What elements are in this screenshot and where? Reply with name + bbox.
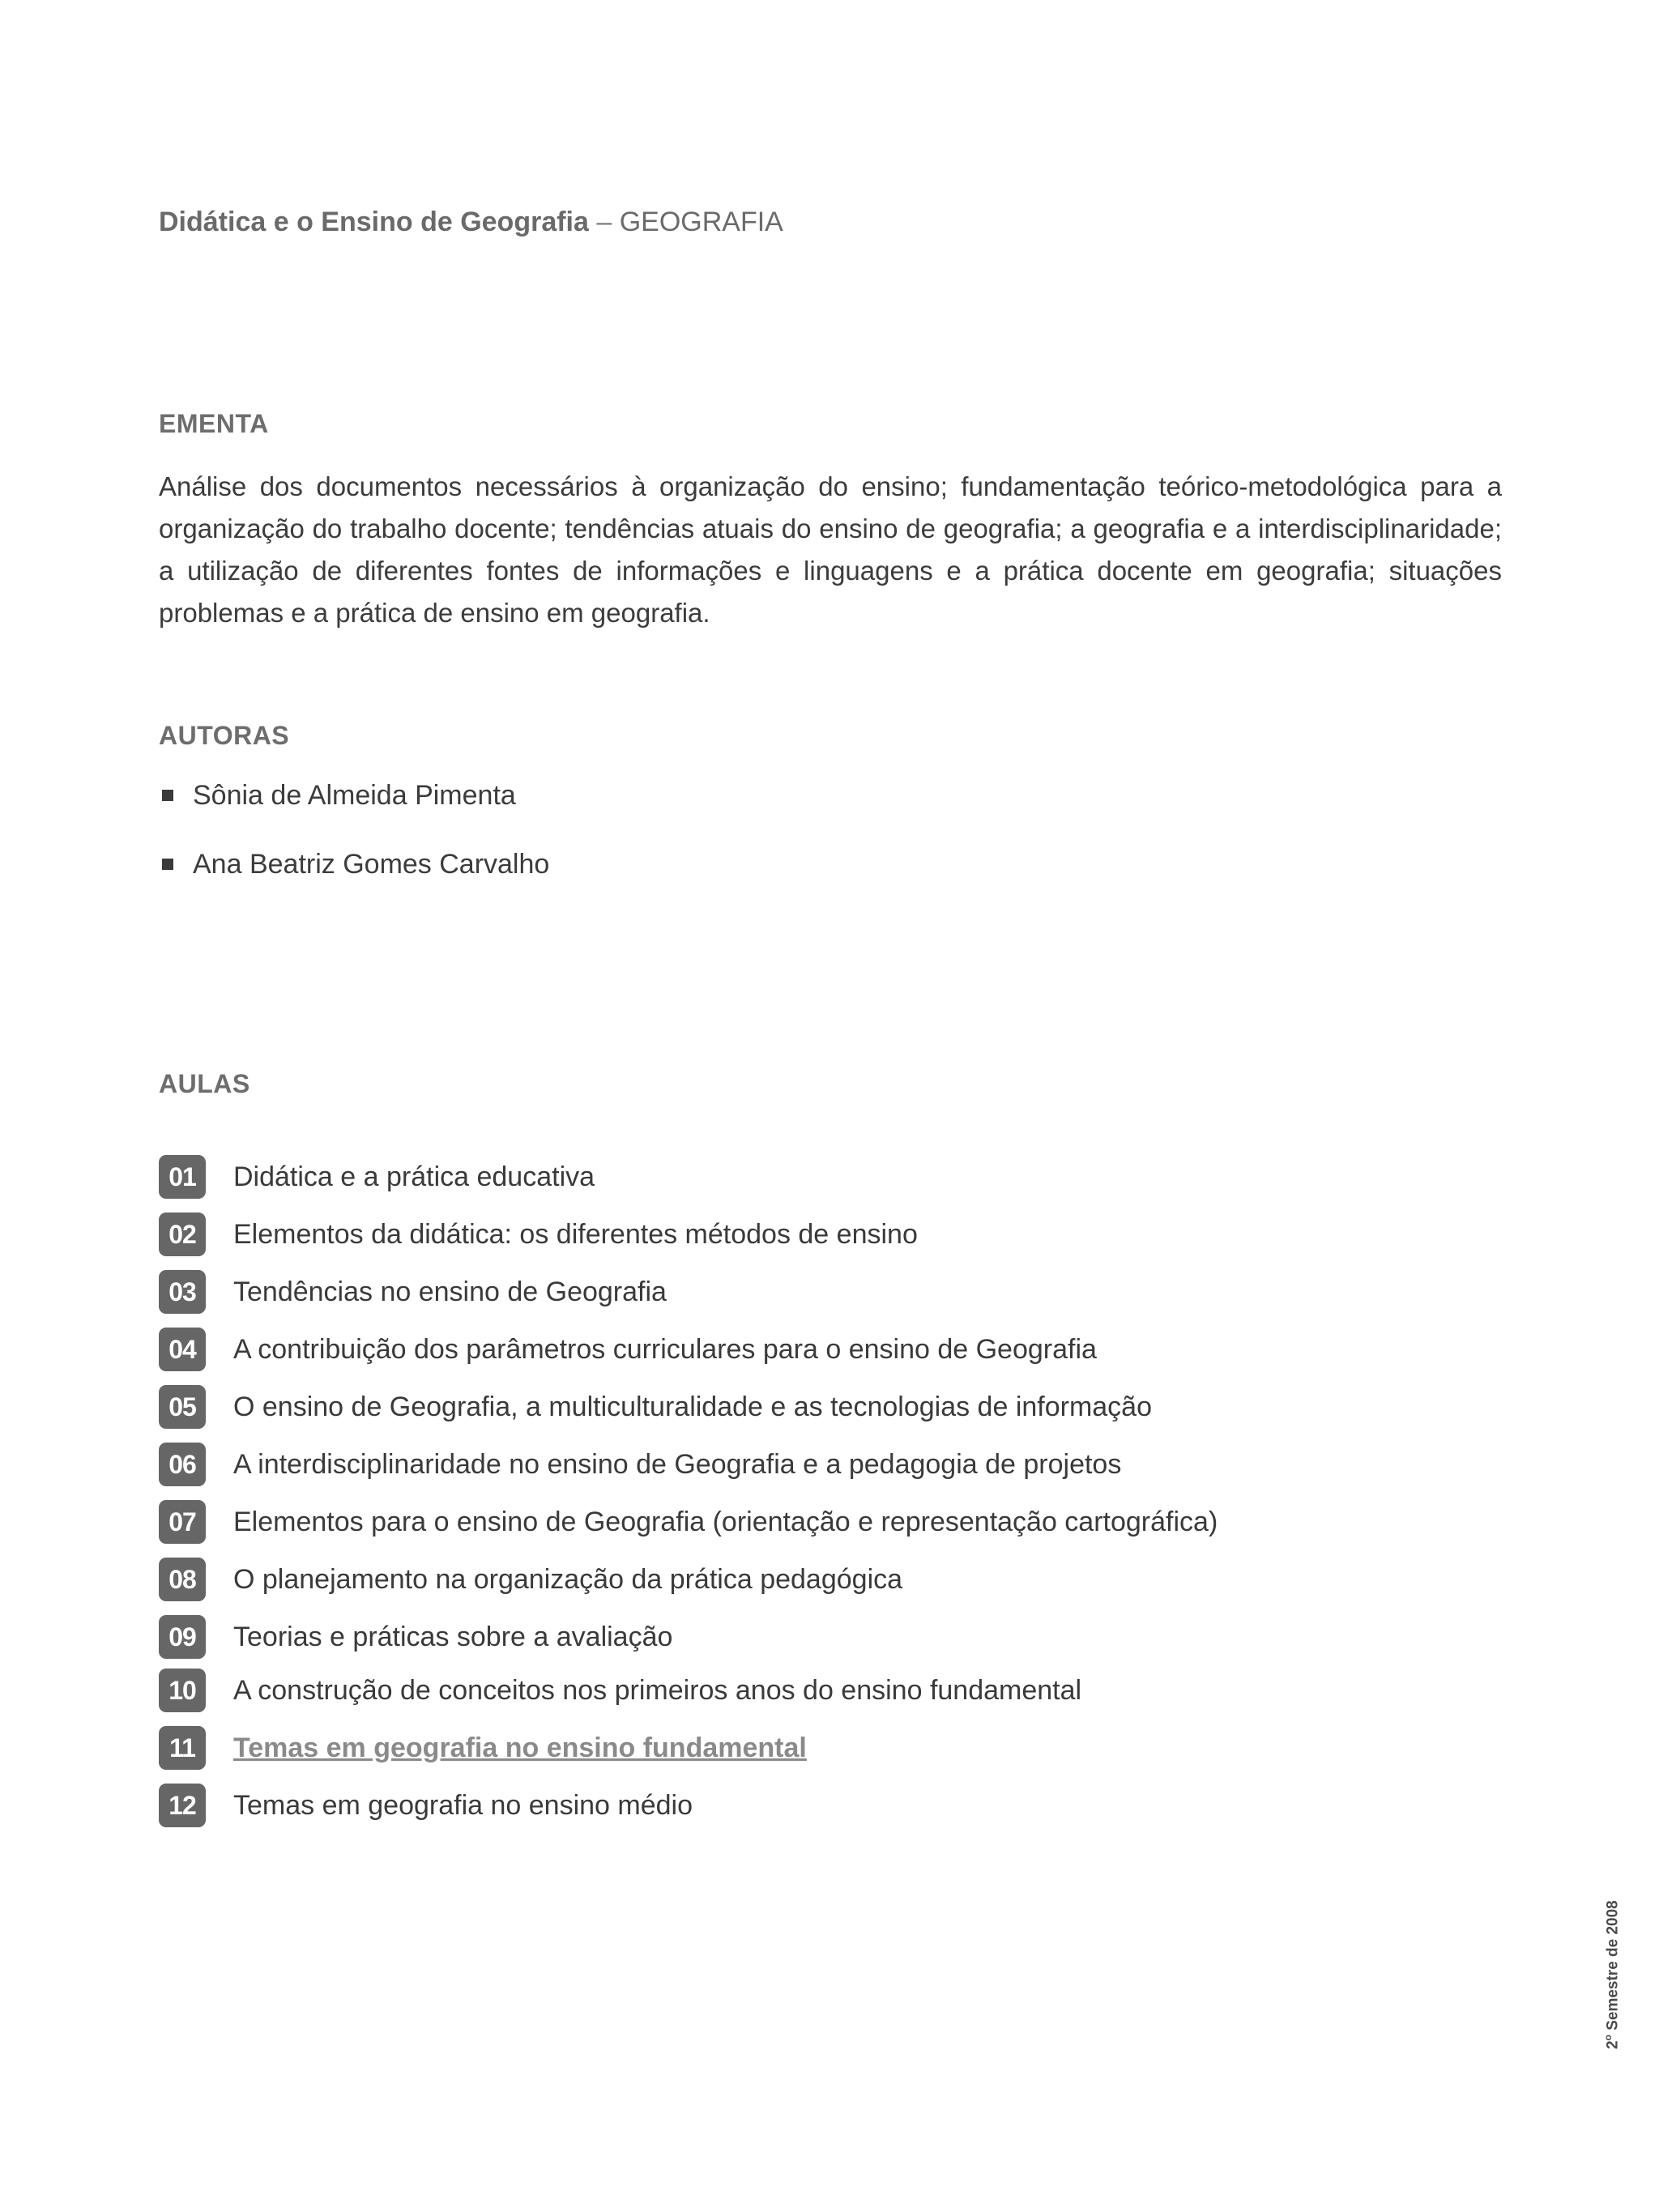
square-bullet-icon [162, 790, 173, 801]
aula-number-badge: 06 [159, 1443, 206, 1486]
aula-item-06[interactable] [159, 1443, 1121, 1486]
semester-number: 2 [1604, 2040, 1622, 2049]
aula-title-link-current[interactable]: Temas em geografia no ensino fundamental [233, 1732, 807, 1763]
aula-item-10[interactable] [159, 1669, 1081, 1712]
aula-number-badge: 04 [159, 1328, 206, 1371]
aula-item-03[interactable] [159, 1270, 667, 1314]
author-item [159, 778, 549, 813]
aula-title-link[interactable]: Temas em geografia no ensino médio [233, 1789, 693, 1821]
aula-item-07[interactable] [159, 1500, 1218, 1544]
aula-title-link[interactable]: Tendências no ensino de Geografia [233, 1276, 667, 1307]
aula-number-badge: 12 [159, 1784, 206, 1827]
aula-number-badge: 02 [159, 1213, 206, 1256]
aula-item-09[interactable] [159, 1615, 672, 1659]
square-bullet-icon [162, 859, 173, 870]
aula-title-link[interactable]: O planejamento na organização da prática pedagógica [233, 1563, 903, 1595]
aula-number-badge: 08 [159, 1558, 206, 1601]
aula-number-badge: 11 [159, 1726, 206, 1770]
author-name: Sônia de Almeida Pimenta [193, 779, 516, 811]
aula-item-04[interactable] [159, 1328, 1097, 1371]
author-list [159, 778, 549, 915]
semester-note [1602, 1900, 1622, 2049]
aula-title-link[interactable]: Elementos para o ensino de Geografia (orientação e representação cartográfica) [233, 1506, 1218, 1537]
author-name: Ana Beatriz Gomes Carvalho [193, 848, 550, 880]
aula-title-link[interactable]: Didática e a prática educativa [233, 1161, 595, 1192]
title-separator: – [588, 207, 620, 237]
aula-number-badge: 05 [159, 1385, 206, 1429]
aula-title-link[interactable]: A interdisciplinaridade no ensino de Geografia e a pedagogia de projetos [233, 1448, 1122, 1480]
aula-number-badge: 03 [159, 1270, 206, 1314]
aula-item-12[interactable] [159, 1784, 693, 1827]
author-item [159, 846, 549, 882]
page-title [159, 207, 783, 238]
autoras-heading: AUTORAS [159, 721, 290, 750]
aula-title-link[interactable]: Elementos da didática: os diferentes métodos de ensino [233, 1218, 918, 1250]
aula-number-badge: 10 [159, 1669, 206, 1712]
aula-item-08[interactable] [159, 1558, 902, 1601]
aula-number-badge: 01 [159, 1155, 206, 1199]
aula-number-badge: 09 [159, 1615, 206, 1659]
aula-title-link[interactable]: A construção de conceitos nos primeiros anos do ensino fundamental [233, 1674, 1082, 1706]
aula-title-link[interactable]: O ensino de Geografia, a multiculturalidade e as tecnologias de informação [233, 1391, 1153, 1422]
semester-ordinal: o [1602, 2035, 1614, 2041]
aula-item-01[interactable] [159, 1155, 595, 1199]
aula-item-02[interactable] [159, 1213, 918, 1256]
course-area: GEOGRAFIA [619, 207, 783, 237]
semester-text: Semestre de 2008 [1604, 1900, 1622, 2035]
ementa-heading: EMENTA [159, 409, 269, 438]
aulas-heading: AULAS [159, 1069, 250, 1098]
course-title: Didática e o Ensino de Geografia [159, 207, 589, 237]
ementa-text: Análise dos documentos necessários à organização do ensino; fundamentação teórico-metodológica para a organização do trabalho docente; tendências atuais do ensino de geografia; a geografia e a interdisciplinaridade; a utilização de diferentes fontes de informações e linguagens e a prática docente em geografia; situações problemas e a prática de ensino em geografia. [159, 471, 1502, 628]
aula-title-link[interactable]: A contribuição dos parâmetros curriculares para o ensino de Geografia [233, 1333, 1097, 1365]
aula-title-link[interactable]: Teorias e práticas sobre a avaliação [233, 1621, 673, 1652]
aula-item-05[interactable] [159, 1385, 1152, 1429]
aula-item-11[interactable] [159, 1726, 807, 1770]
aula-number-badge: 07 [159, 1500, 206, 1544]
